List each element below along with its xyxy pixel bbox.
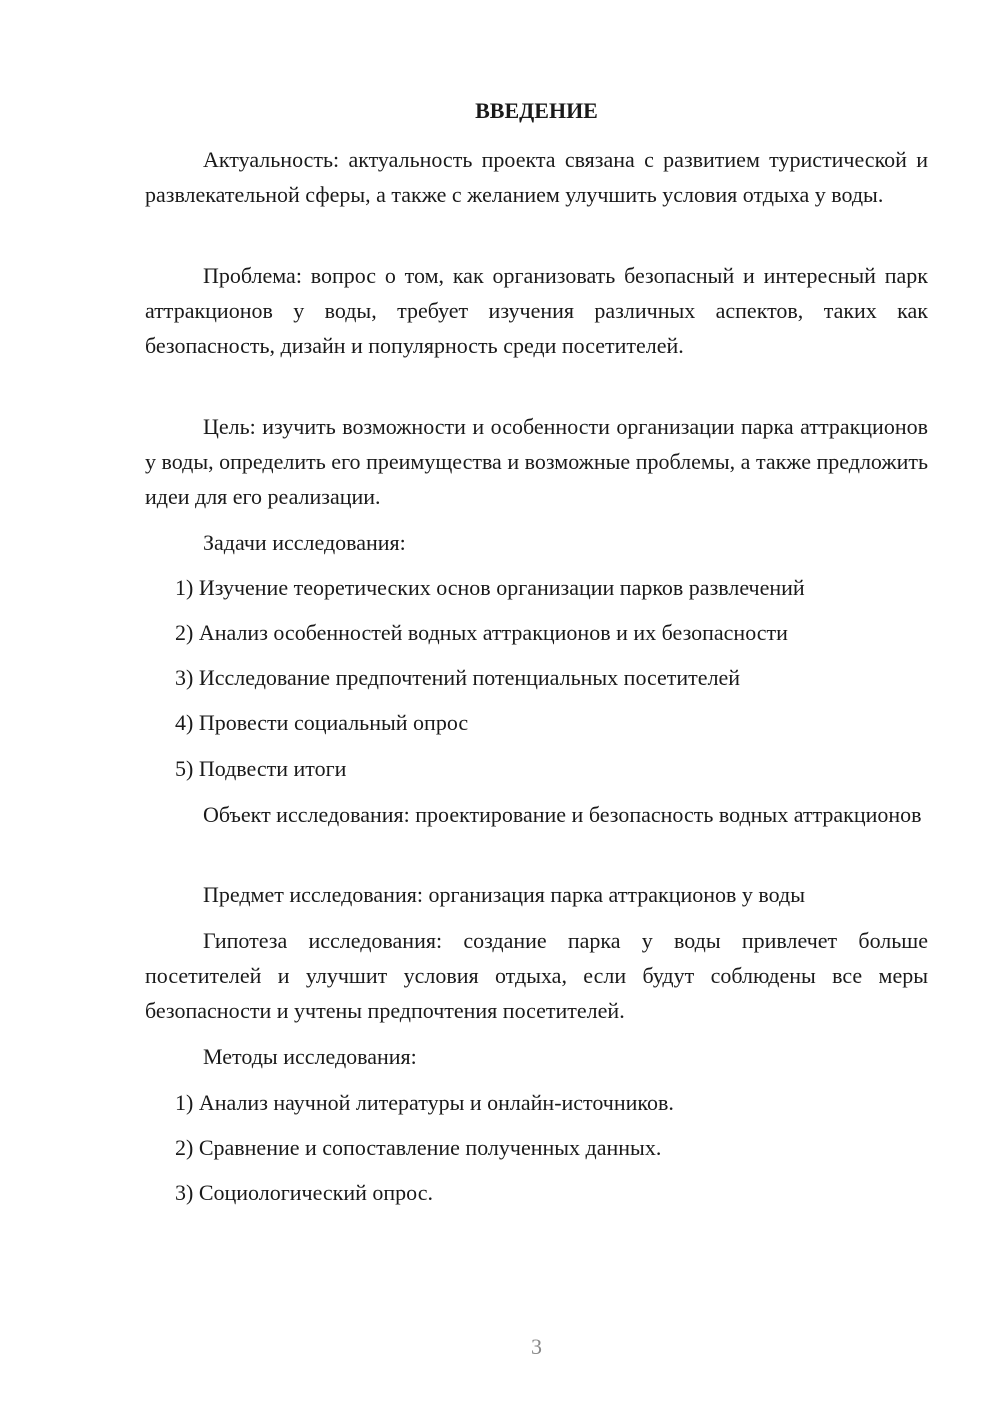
page-number: 3 [531,1334,542,1359]
hypothesis-paragraph: Гипотеза исследования: создание парка у воды привлечет больше посетителей и улучшит условия отдыха, если будут соблюдены все меры безопасности и учтены предпочтения посетителей. [145,928,928,1023]
methods-title: Методы исследования: [203,1044,417,1069]
tasks-title: Задачи исследования: [203,530,406,555]
method-item-2: 2) Сравнение и сопоставление полученных данных. [175,1135,662,1160]
method-item-1: 1) Анализ научной литературы и онлайн-источников. [175,1090,674,1115]
task-item-4: 4) Провести социальный опрос [175,710,469,735]
document-page [145,0,928,1414]
goal-paragraph: Цель: изучить возможности и особенности организации парка аттракционов у воды, определить его преимущества и возможные проблемы, а также предложить идеи для его реализации. [145,414,928,509]
method-item-3: 3) Социологический опрос. [175,1180,433,1205]
relevance-paragraph: Актуальность: актуальность проекта связана с развитием туристической и развлекательной сферы, а также с желанием улучшить условия отдыха у воды. [145,147,928,207]
problem-paragraph: Проблема: вопрос о том, как организовать безопасный и интересный парк аттракционов у воды, требует изучения различных аспектов, таких как безопасность, дизайн и популярность среди посетителей. [145,263,928,358]
task-item-5: 5) Подвести итоги [175,756,347,781]
object-paragraph: Объект исследования: проектирование и безопасность водных аттракционов [203,802,922,827]
task-item-1: 1) Изучение теоретических основ организации парков развлечений [175,575,805,600]
subject-paragraph: Предмет исследования: организация парка аттракционов у воды [203,882,805,907]
task-item-3: 3) Исследование предпочтений потенциальных посетителей [175,665,741,690]
section-heading: ВВЕДЕНИЕ [475,98,598,123]
task-item-2: 2) Анализ особенностей водных аттракционов и их безопасности [175,620,788,645]
